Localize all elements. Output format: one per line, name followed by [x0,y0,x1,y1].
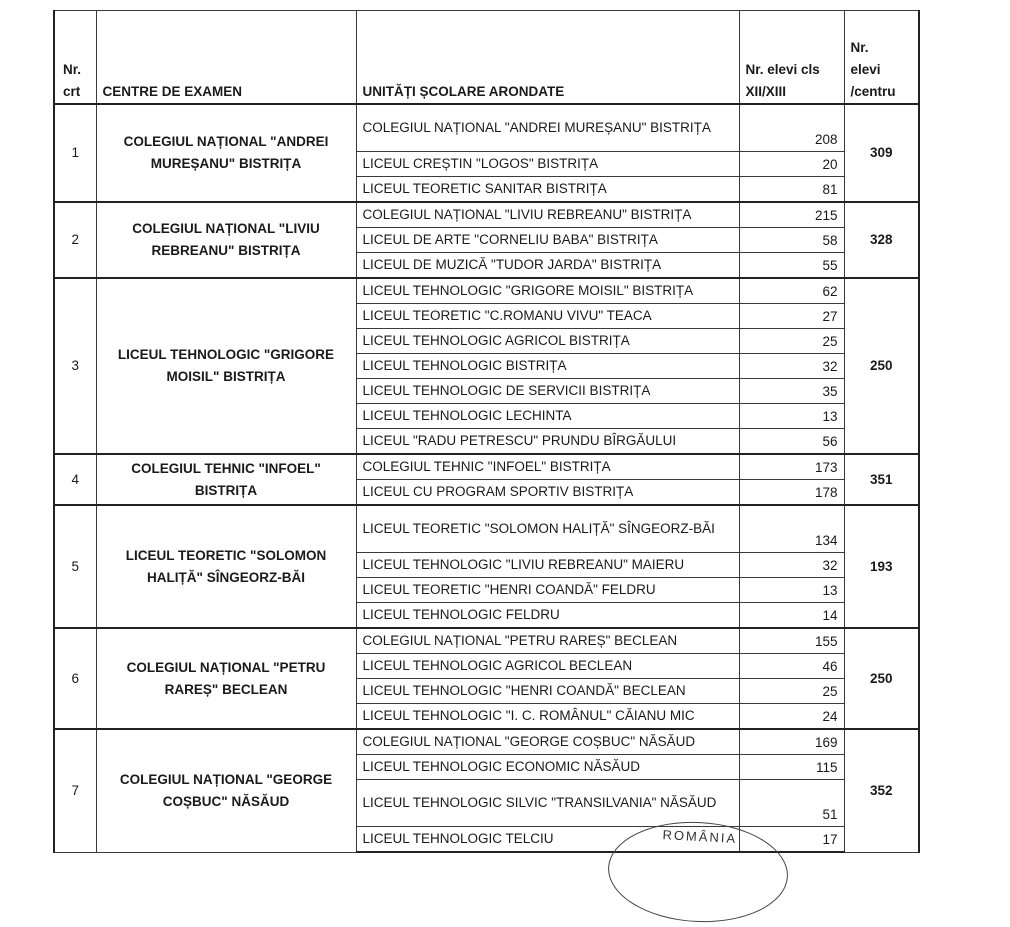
student-count: 178 [739,480,844,506]
table-row [54,505,919,553]
school-unit-name: LICEUL TEHNOLOGIC ECONOMIC NĂSĂUD [356,755,739,780]
school-unit-name: LICEUL CU PROGRAM SPORTIV BISTRIȚA [356,480,739,506]
student-count: 173 [739,454,844,480]
student-count: 17 [739,827,844,853]
center-number: 2 [54,202,96,278]
school-unit-name: LICEUL TEHNOLOGIC LECHINTA [356,404,739,429]
student-count: 55 [739,253,844,279]
center-total: 351 [844,454,919,505]
center-total: 352 [844,729,919,852]
school-unit-name: LICEUL TEHNOLOGIC "GRIGORE MOISIL" BISTRIȚA [356,278,739,304]
table-row [54,454,919,480]
school-unit-name: LICEUL TEORETIC "C.ROMANU VIVU" TEACA [356,304,739,329]
school-unit-name: LICEUL TEHNOLOGIC "I. C. ROMÂNUL" CĂIANU MIC [356,704,739,730]
table-row [54,729,919,755]
student-count: 25 [739,679,844,704]
exam-center-name: LICEUL TEORETIC "SOLOMON HALIȚĂ" SÎNGEORZ-BĂI [96,505,356,628]
header-count: Nr. elevi cls XII/XIII [739,11,844,105]
student-count: 32 [739,354,844,379]
table-body [54,104,919,852]
center-number: 3 [54,278,96,454]
center-number: 4 [54,454,96,505]
center-total: 309 [844,104,919,202]
student-count: 58 [739,228,844,253]
center-total: 328 [844,202,919,278]
student-count: 215 [739,202,844,228]
header-row [54,11,919,105]
student-count: 27 [739,304,844,329]
school-unit-name: LICEUL TEHNOLOGIC BISTRIȚA [356,354,739,379]
official-stamp: ROMÂNIA [606,817,791,926]
student-count: 35 [739,379,844,404]
header-nr: Nr. crt [54,11,96,105]
center-total: 250 [844,278,919,454]
student-count: 46 [739,654,844,679]
exam-center-name: LICEUL TEHNOLOGIC "GRIGORE MOISIL" BISTRIȚA [96,278,356,454]
header-center: CENTRE DE EXAMEN [96,11,356,105]
student-count: 51 [739,780,844,827]
student-count: 115 [739,755,844,780]
school-unit-name: LICEUL TEHNOLOGIC AGRICOL BECLEAN [356,654,739,679]
school-unit-name: LICEUL TEHNOLOGIC "LIVIU REBREANU" MAIERU [356,553,739,578]
exam-center-name: COLEGIUL TEHNIC "INFOEL" BISTRIȚA [96,454,356,505]
school-unit-name: LICEUL TEHNOLOGIC SILVIC "TRANSILVANIA" NĂSĂUD [356,780,739,827]
school-unit-name: LICEUL TEHNOLOGIC FELDRU [356,603,739,629]
school-unit-name: LICEUL TEHNOLOGIC AGRICOL BISTRIȚA [356,329,739,354]
school-unit-name: COLEGIUL NAȚIONAL "ANDREI MUREȘANU" BISTRIȚA [356,104,739,152]
school-unit-name: LICEUL TEORETIC SANITAR BISTRIȚA [356,177,739,203]
student-count: 81 [739,177,844,203]
school-unit-name: LICEUL TEHNOLOGIC DE SERVICII BISTRIȚA [356,379,739,404]
student-count: 134 [739,505,844,553]
student-count: 20 [739,152,844,177]
school-unit-name: LICEUL TEORETIC "HENRI COANDĂ" FELDRU [356,578,739,603]
student-count: 169 [739,729,844,755]
student-count: 14 [739,603,844,629]
student-count: 62 [739,278,844,304]
table-row [54,628,919,654]
exam-center-name: COLEGIUL NAȚIONAL "ANDREI MUREȘANU" BISTRIȚA [96,104,356,202]
school-unit-name: COLEGIUL TEHNIC "INFOEL" BISTRIȚA [356,454,739,480]
center-number: 5 [54,505,96,628]
student-count: 13 [739,578,844,603]
school-unit-name: LICEUL TEHNOLOGIC TELCIU [356,827,739,853]
school-unit-name: COLEGIUL NAȚIONAL "PETRU RAREȘ" BECLEAN [356,628,739,654]
school-unit-name: LICEUL CREȘTIN "LOGOS" BISTRIȚA [356,152,739,177]
student-count: 24 [739,704,844,730]
student-count: 25 [739,329,844,354]
school-unit-name: LICEUL DE MUZICĂ "TUDOR JARDA" BISTRIȚA [356,253,739,279]
center-total: 193 [844,505,919,628]
header-units: UNITĂȚI ȘCOLARE ARONDATE [356,11,739,105]
school-unit-name: LICEUL TEHNOLOGIC "HENRI COANDĂ" BECLEAN [356,679,739,704]
table-row [54,104,919,152]
exam-center-name: COLEGIUL NAȚIONAL "GEORGE COȘBUC" NĂSĂUD [96,729,356,852]
table-row [54,278,919,304]
exam-center-name: COLEGIUL NAȚIONAL "LIVIU REBREANU" BISTRIȚA [96,202,356,278]
student-count: 32 [739,553,844,578]
school-unit-name: LICEUL TEORETIC "SOLOMON HALIȚĂ" SÎNGEORZ-BĂI [356,505,739,553]
center-number: 1 [54,104,96,202]
table-row [54,202,919,228]
student-count: 56 [739,429,844,455]
center-total: 250 [844,628,919,729]
exam-center-name: COLEGIUL NAȚIONAL "PETRU RAREȘ" BECLEAN [96,628,356,729]
student-count: 13 [739,404,844,429]
center-number: 6 [54,628,96,729]
center-number: 7 [54,729,96,852]
header-total: Nr. elevi /centru [844,11,919,105]
student-count: 208 [739,104,844,152]
school-unit-name: LICEUL DE ARTE "CORNELIU BABA" BISTRIȚA [356,228,739,253]
school-unit-name: LICEUL "RADU PETRESCU" PRUNDU BÎRGĂULUI [356,429,739,455]
exam-centers-table [53,10,920,853]
school-unit-name: COLEGIUL NAȚIONAL "LIVIU REBREANU" BISTRIȚA [356,202,739,228]
student-count: 155 [739,628,844,654]
school-unit-name: COLEGIUL NAȚIONAL "GEORGE COȘBUC" NĂSĂUD [356,729,739,755]
